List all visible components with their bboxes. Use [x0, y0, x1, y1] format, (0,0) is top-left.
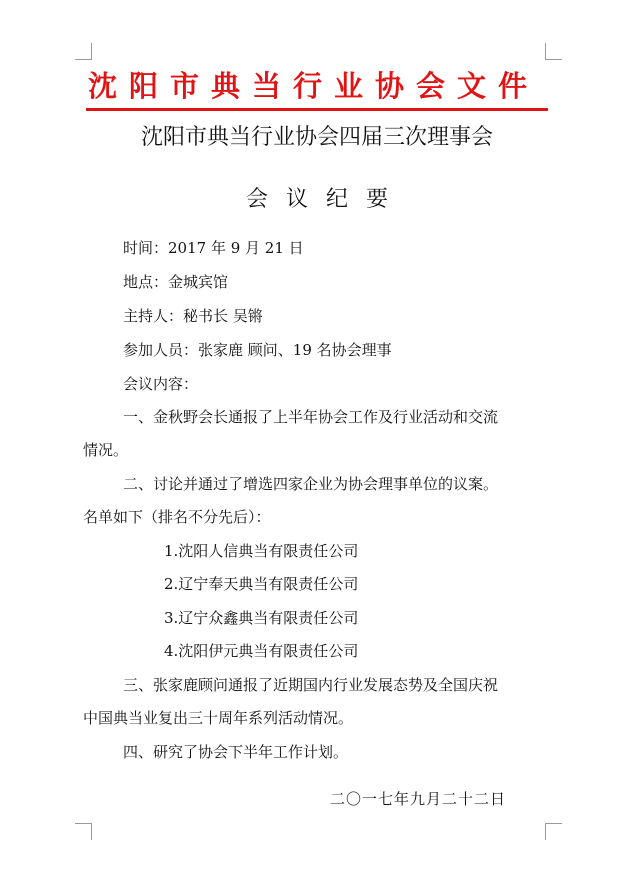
page-corner-mark-bottom-left — [75, 823, 92, 840]
page-corner-mark-top-right — [545, 43, 562, 60]
meeting-attendees: 参加人员：张家鹿 顾问、19 名协会理事 — [123, 341, 392, 359]
list-item: 4.沈阳伊元典当有限责任公司 — [164, 642, 359, 660]
list-item: 2.辽宁奉天典当有限责任公司 — [164, 575, 359, 593]
paragraph-1-line-2: 情况。 — [83, 441, 129, 459]
meeting-time: 时间：2017 年 9 月 21 日 — [123, 239, 304, 257]
document-header-title: 沈阳市典当行业协会文件 — [88, 69, 540, 103]
meeting-host: 主持人：秘书长 吴锵 — [123, 307, 263, 325]
paragraph-1-text: 一、金秋野会长通报了上半年协会工作及行业活动和交流 — [123, 408, 499, 426]
paragraph-2-line-1 — [83, 473, 555, 495]
paragraph-3-line-2: 中国典当业复出三十周年系列活动情况。 — [83, 709, 354, 727]
minutes-title: 会议纪要 — [245, 187, 406, 212]
document-date: 二〇一七年九月二十二日 — [330, 790, 507, 808]
paragraph-2-text: 二、讨论并通过了增选四家企业为协会理事单位的议案。 — [123, 475, 499, 493]
paragraph-4-text: 四、研究了协会下半年工作计划。 — [123, 743, 349, 761]
meeting-place: 地点：金城宾馆 — [123, 273, 229, 291]
meeting-title: 沈阳市典当行业协会四届三次理事会 — [140, 125, 493, 150]
page-corner-mark-top-left — [75, 43, 92, 60]
paragraph-1-line-1 — [83, 406, 555, 428]
page-corner-mark-bottom-right — [545, 823, 562, 840]
paragraph-3-text: 三、张家鹿顾问通报了近期国内行业发展态势及全国庆祝 — [123, 676, 499, 694]
header-red-rule — [86, 108, 548, 111]
list-item: 1.沈阳人信典当有限责任公司 — [164, 542, 359, 560]
paragraph-3-line-1 — [83, 674, 555, 696]
meeting-content-label: 会议内容： — [123, 375, 199, 393]
list-item: 3.辽宁众鑫典当有限责任公司 — [164, 609, 359, 627]
paragraph-2-line-2: 名单如下（排名不分先后）： — [83, 508, 271, 526]
paragraph-4 — [83, 741, 555, 763]
